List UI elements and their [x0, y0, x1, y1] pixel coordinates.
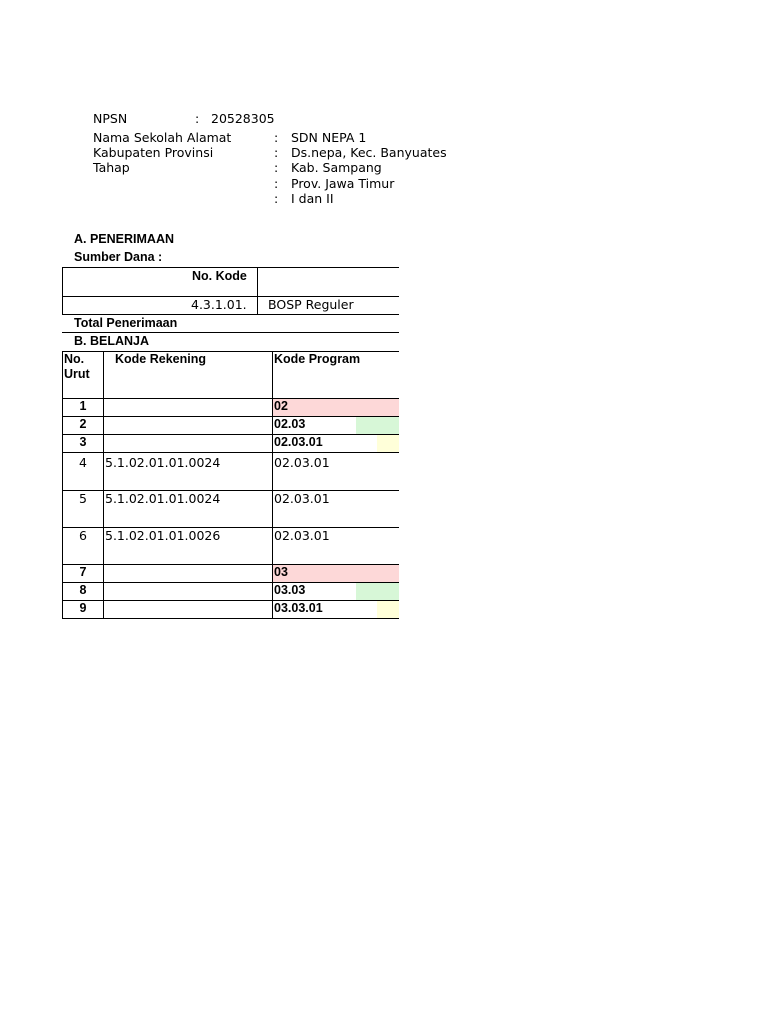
sumber-dana-label: Sumber Dana : — [74, 250, 163, 264]
table-row-kode-program: 03.03 — [274, 583, 306, 597]
table-border — [62, 618, 399, 619]
penerimaan-kode: 4.3.1.01. — [191, 297, 247, 312]
table-row-no: 2 — [79, 417, 87, 431]
row-highlight — [273, 399, 399, 416]
label-nama-sekolah-alamat: Nama Sekolah Alamat — [93, 130, 232, 145]
table-row-no: 7 — [79, 565, 87, 579]
value-nama-sekolah: SDN NEPA 1 — [291, 130, 367, 145]
table-row-kode-program: 02.03.01 — [274, 528, 330, 543]
table-border — [62, 351, 399, 352]
table-row-no: 1 — [79, 399, 87, 413]
npsn-value: 20528305 — [211, 111, 275, 126]
row-highlight — [273, 565, 399, 582]
npsn-colon: : — [195, 111, 200, 126]
row-highlight — [356, 583, 399, 600]
row-highlight — [377, 435, 399, 452]
table-row-kode-rekening: 5.1.02.01.01.0024 — [105, 491, 221, 506]
colon: : — [274, 160, 279, 175]
table-border — [62, 564, 399, 565]
value-kabupaten: Kab. Sampang — [291, 160, 382, 175]
table-row-kode-program: 03.03.01 — [274, 601, 323, 615]
colon: : — [274, 176, 279, 191]
table-border — [62, 582, 399, 583]
table-row-no: 3 — [79, 435, 87, 449]
row-highlight — [377, 601, 399, 618]
colon: : — [274, 130, 279, 145]
value-tahap: I dan II — [291, 191, 334, 206]
total-penerimaan-label: Total Penerimaan — [74, 316, 178, 330]
table-row-kode-program: 03 — [274, 565, 288, 579]
penerimaan-uraian: BOSP Reguler — [268, 297, 354, 312]
section-belanja-title: B. BELANJA — [74, 334, 150, 348]
label-tahap: Tahap — [93, 160, 130, 175]
table-row-no: 8 — [79, 583, 87, 597]
column-header-kode-program: Kode Program — [274, 352, 361, 366]
table-border — [62, 267, 63, 314]
table-border — [62, 398, 399, 399]
table-row-no: 9 — [79, 601, 87, 615]
npsn-label: NPSN — [93, 111, 128, 126]
row-highlight — [356, 417, 399, 434]
table-row-kode-program: 02.03.01 — [274, 491, 330, 506]
table-row-no: 4 — [79, 455, 87, 470]
column-header-no-urut: No. Urut — [64, 352, 90, 381]
table-border — [62, 314, 399, 315]
table-row-kode-rekening: 5.1.02.01.01.0026 — [105, 528, 221, 543]
table-border — [62, 416, 399, 417]
table-border — [62, 267, 399, 268]
section-penerimaan-title: A. PENERIMAAN — [74, 232, 175, 246]
table-row-no: 6 — [79, 528, 87, 543]
colon: : — [274, 145, 279, 160]
table-row-kode-program: 02.03 — [274, 417, 306, 431]
value-alamat: Ds.nepa, Kec. Banyuates — [291, 145, 447, 160]
table-border — [62, 434, 399, 435]
value-provinsi: Prov. Jawa Timur — [291, 176, 395, 191]
colon: : — [274, 191, 279, 206]
table-row-kode-program: 02.03.01 — [274, 455, 330, 470]
table-border — [257, 267, 258, 314]
table-row-no: 5 — [79, 491, 87, 506]
table-border — [62, 332, 399, 333]
table-border — [62, 452, 399, 453]
table-row-kode-program: 02.03.01 — [274, 435, 323, 449]
table-border — [62, 600, 399, 601]
column-header-no-kode: No. Kode — [192, 269, 247, 283]
table-border — [272, 351, 273, 619]
label-kabupaten-provinsi: Kabupaten Provinsi — [93, 145, 214, 160]
table-border — [103, 351, 104, 619]
table-row-kode-program: 02 — [274, 399, 288, 413]
table-row-kode-rekening: 5.1.02.01.01.0024 — [105, 455, 221, 470]
column-header-kode-rekening: Kode Rekening — [115, 352, 206, 366]
